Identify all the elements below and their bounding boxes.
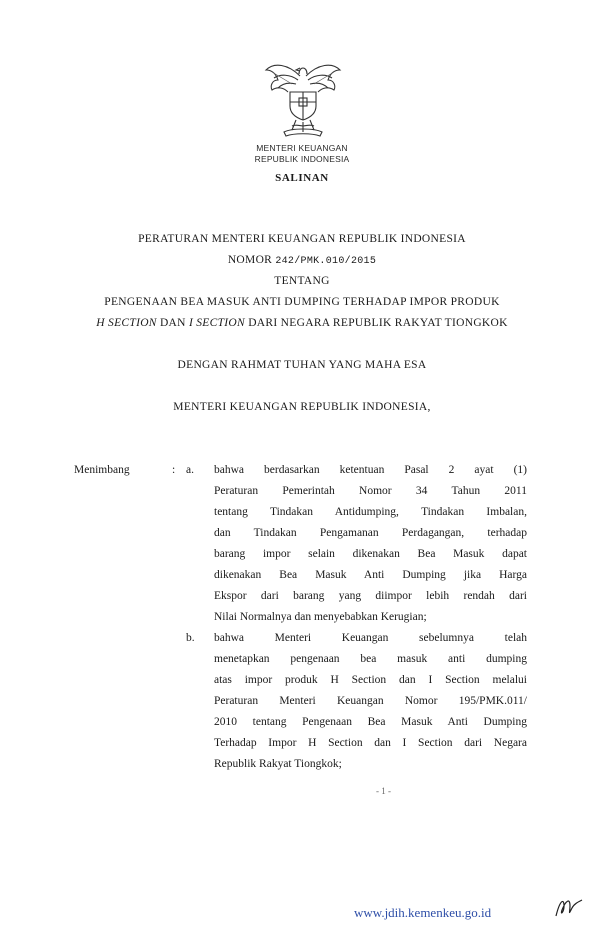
number-value: 242/PMK.010/2015 — [275, 256, 377, 267]
item-b-marker: b. — [186, 632, 195, 644]
item-b-line: 2010 tentang Pengenaan Bea Masuk Anti Dumping — [214, 716, 527, 728]
garuda-emblem-icon — [262, 56, 344, 140]
issuer: MENTERI KEUANGAN REPUBLIK INDONESIA, — [173, 401, 431, 413]
item-b-line: atas impor produk H Section dan I Section melalui — [214, 674, 527, 686]
item-a-line: bahwa berdasarkan ketentuan Pasal 2 ayat (1) — [214, 464, 527, 476]
item-b-line: Terhadap Impor H Section dan I Section dari Negara — [214, 737, 527, 749]
subject-i-section: I SECTION — [188, 317, 246, 329]
item-a-line: Peraturan Pemerintah Nomor 34 Tahun 2011 — [214, 485, 527, 497]
number-label: NOMOR — [227, 254, 273, 266]
item-b-line: menetapkan pengenaan bea masuk anti dumping — [214, 653, 527, 665]
considering-item-b — [214, 628, 527, 775]
item-b-line: bahwa Menteri Keuangan sebelumnya telah — [214, 632, 527, 644]
subject-line-1: PENGENAAN BEA MASUK ANTI DUMPING TERHADAP IMPOR PRODUK — [104, 296, 500, 308]
item-b-line: Republik Rakyat Tiongkok; — [214, 758, 342, 770]
regulation-title: PERATURAN MENTERI KEUANGAN REPUBLIK INDONESIA — [138, 233, 466, 245]
institution-country: REPUBLIK INDONESIA — [254, 154, 350, 164]
item-a-line: tentang Tindakan Antidumping, Tindakan Imbalan, — [214, 506, 527, 518]
item-a-line: Ekspor dari barang yang diimpor lebih rendah dari — [214, 590, 527, 602]
subject-h-section: H SECTION — [96, 317, 157, 329]
copy-stamp: SALINAN — [275, 172, 329, 184]
footer-link[interactable]: www.jdih.kemenkeu.go.id — [354, 905, 492, 920]
item-a-line: barang impor selain dikenakan Bea Masuk dapat — [214, 548, 527, 560]
item-a-line: Nilai Normalnya dan menyebabkan Kerugian; — [214, 611, 427, 623]
considering-label: Menimbang — [74, 464, 130, 476]
item-a-marker: a. — [186, 464, 194, 476]
page-number: - 1 - — [376, 786, 391, 796]
considering-item-a — [214, 460, 527, 628]
subject-and: DAN — [156, 317, 189, 329]
institution-name: MENTERI KEUANGAN — [256, 143, 348, 153]
invocation: DENGAN RAHMAT TUHAN YANG MAHA ESA — [177, 359, 427, 371]
considering-colon: : — [172, 464, 176, 476]
about-label: TENTANG — [274, 275, 330, 287]
subject-line-2 — [0, 317, 604, 329]
item-a-line: dan Tindakan Pengamanan Perdagangan, terhadap — [214, 527, 527, 539]
subject-origin: DARI NEGARA REPUBLIK RAKYAT TIONGKOK — [245, 317, 508, 329]
regulation-number — [0, 254, 604, 267]
initial-signature-icon — [552, 896, 584, 920]
item-b-line: Peraturan Menteri Keuangan Nomor 195/PMK.011/ — [214, 695, 527, 707]
item-a-line: dikenakan Bea Masuk Anti Dumping jika Harga — [214, 569, 527, 581]
